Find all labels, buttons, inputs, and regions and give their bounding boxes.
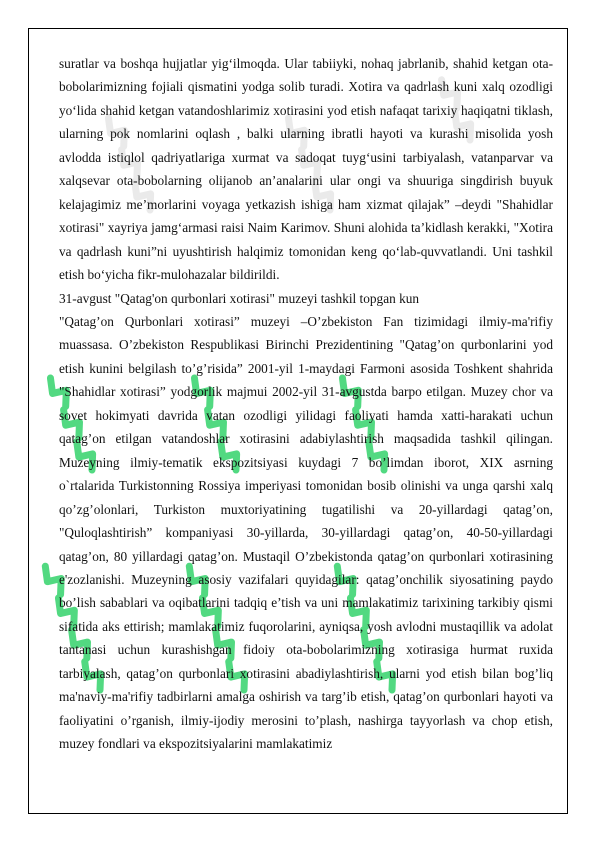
paragraph: "Qatag’on Qurbonlari xotirasi” muzeyi –O’zbekiston Fan tizimidagi ilmiy-ma'rifiy muassasa. O’zbekiston Respublikasi Birinchi Prezidentining "Qatag’on qurbonlarini yod etish kunini belgilash to’g’risida” 2001-yil 1-maydagi Farmoni asosida Toshkent shahrida "Shahidlar xotirasi” yodgorlik majmui 2002-yil 31-avgustda barpo etilgan. Muzey chor va sovet hokimyati davrida vatan ozodligi yilidagi faoliyati hamda xatti-harakati uchun qatag’on etilgan vatandoshlar xotirasini adabiylashtirish maqsadida tashkil qilingan. Muzeyning ilmiy-tematik ekspozitsiyasi kuydagi 7 bo’limdan iborot, XIX asrning o`rtalarida Turkistonning Rossiya imperiyasi tomonidan bosib olinishi va unga qarshi xalq qo’zg’olonlari, Turkiston muxtoriyatining tugatilishi va 20-yillardagi qatag’on, "Quloqlashtirish” kompaniyasi 30-yillarda, 30-yillardagi qatag’on, 40-50-yillardagi qatag’on, 80 yillardagi qatag’on. Mustaqil O’zbekistonda qatag’on qurbonlari xotirasining e'zozlanishi. Muzeyning asosiy vazifalari quyidagilar: qatag’onchilik siyosatining paydo bo’lish sabablari va oqibatlarini tadqiq e’tish va uni mamlakatimiz tarixining tarkibiy qismi sifatida aks ettirish; mamlakatimiz fuqorolarini, ayniqsa, yosh avlodni mustaqillik va adolat tantanasi uchun kurashishgan fidoiy ota-bobolarimizning xotirasiga hurmat ruxida tarbiyalash, qatag’on qurbonlari xotirasini abadiylashtirish, ularni yod etish bilan bog’liq ma'naviy-ma'rifiy tadbirlarni amalga oshirish va targ’ib etish, qatag’on qurbonlari hayoti va faoliyatini o’rganish, ilmiy-ijodiy merosini to’plash, nashirga tayyorlash va chop etish, muzey fondlari va ekspozitsiyalarini mamlakatimiz [59,313,553,752]
paragraph: suratlar va boshqa hujjatlar yig‘ilmoqda. Ular tabiiyki, nohaq jabrlanib, shahid ketgan ota-bobolarimizning fojiali qismatini yodga solib turadi. Xotira va qadrlash kuni xalq ozodligi yo‘lida shahid ketgan vatandoshlarimiz xotirasini yod etish nafaqat tarixiy haqiqatni tiklash, ularning pok nomlarini oqlash , balki ularning ibratli hayoti va kurashi misolida yosh avlodda istiqlol qadriyatlariga xurmat va sadoqat tuyg‘usini tarbiyalash, vatanparvar va xalqsevar ota-bobolarning olijanob an’analarini ular ongi va shuuriga singdirish buyuk kelajagimiz me’morlarini voyaga yetkazish ishiga ham xizmat qilajak” –deydi "Shahidlar xotirasi" xayriya jamg‘armasi raisi Naim Karimov. Shuni alohida ta’kidlash kerakki, "Xotira va qadrlash kuni”ni uyushtirish halqimiz tomonidan keng qo‘lab-quvvatlandi. Uni tashkil etish bo‘yicha fikr-mulohazalar bildirildi. [59,56,553,283]
paragraph: 31-avgust "Qatag'on qurbonlari xotirasi" muzeyi tashkil topgan kun [59,290,420,306]
document-body [59,52,553,756]
